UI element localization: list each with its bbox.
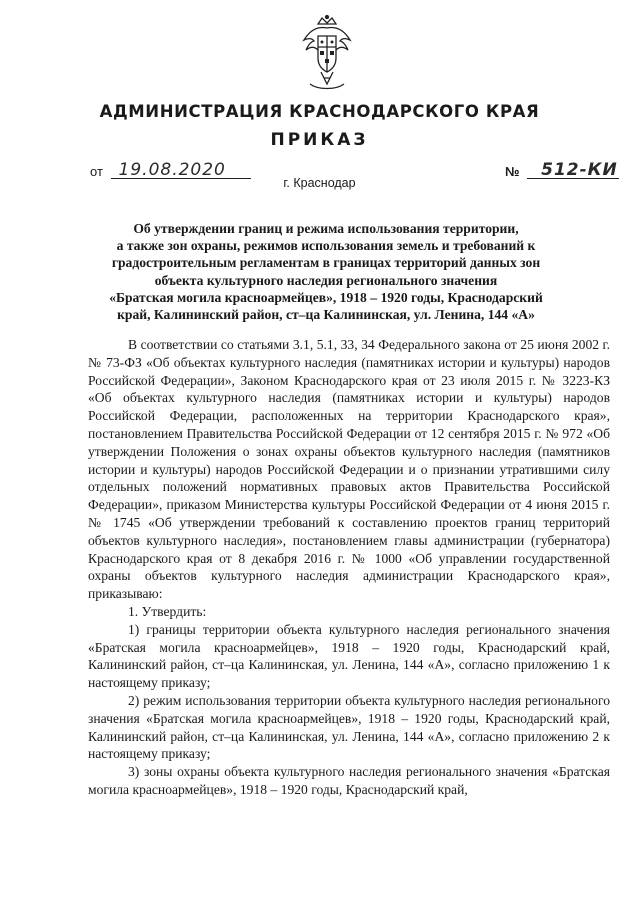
number-label: № xyxy=(505,164,520,179)
title-line: край, Калининский район, ст–ца Калининская, ул. Ленина, 144 «А» xyxy=(117,307,535,323)
document-type: ПРИКАЗ xyxy=(270,130,369,150)
title-line: объекта культурного наследия регионального значения xyxy=(154,272,498,288)
title-line: а также зон охраны, режимов использования земель и требований к xyxy=(116,238,536,254)
order-body xyxy=(88,336,610,799)
date-label: от xyxy=(90,164,103,179)
title-line: градостроительным регламентам в границах территорий данных зон xyxy=(111,255,541,271)
title-line: «Братская могила красноармейцев», 1918 – 1920 годы, Краснодарский xyxy=(109,289,543,305)
clause-paragraph: 2) режим использования территории объекта культурного наследия регионального значения «Братская могила красноармейцев», 1918 – 1920 годы, Краснодарский край, Калининский район, ст–ца Калининская, ул. Ленина, 144 «А», согласно приложению 2 к настоящему приказу; xyxy=(88,692,610,762)
handwritten-number: 512-КИ xyxy=(541,160,618,180)
city: г. Краснодар xyxy=(283,176,356,190)
order-title xyxy=(88,220,564,323)
clause-paragraph: 1. Утвердить: xyxy=(128,603,207,619)
clause-paragraph: 3) зоны охраны объекта культурного наследия регионального значения «Братская могила красноармейцев», 1918 – 1920 годы, Краснодарский край, xyxy=(88,764,610,797)
coat-of-arms-icon xyxy=(300,14,354,94)
authority-name: АДМИНИСТРАЦИЯ КРАСНОДАРСКОГО КРАЯ xyxy=(99,102,540,121)
clause-paragraph: 1) границы территории объекта культурного наследия регионального значения «Братская могила красноармейцев», 1918 – 1920 годы, Краснодарский край, Калининский район, ст–ца Калининская, ул. Ленина, 144 «А», согласно приложению 1 к настоящему приказу; xyxy=(88,621,610,691)
title-line: Об утверждении границ и режима использования территории, xyxy=(133,221,519,236)
handwritten-date: 19.08.2020 xyxy=(118,160,226,180)
preamble-paragraph: В соответствии со статьями 3.1, 5.1, 33, 34 Федерального закона от 25 июня 2002 г. № 73-ФЗ «Об объектах культурного наследия (памятниках истории и культуры) народов Российской Федерации», Законом Краснодарского края от 23 июля 2015 г. № 3223-КЗ «Об объектах культурного наследия (памятниках истории и культуры) народов Российской Федерации, расположенных на территории Краснодарского края», постановлением Правительства Российской Федерации от 12 сентября 2015 г. № 972 «Об утверждении Положения о зонах охраны объектов культурного наследия (памятников истории и культуры) народов Российской Федерации и о признании утратившими силу отдельных положений нормативных правовых актов Правительства Российской Федерации», приказом Министерства культуры Российской Федерации от 4 июня 2015 г. № 1745 «Об утверждении требований к составлению проектов границ территорий объектов культурного наследия», постановлением главы администрации (губернатора) Краснодарского края от 8 декабря 2016 г. № 1000 «Об управлении государственной охраны объектов культурного наследия администрации Краснодарского края», приказываю: xyxy=(88,337,610,602)
